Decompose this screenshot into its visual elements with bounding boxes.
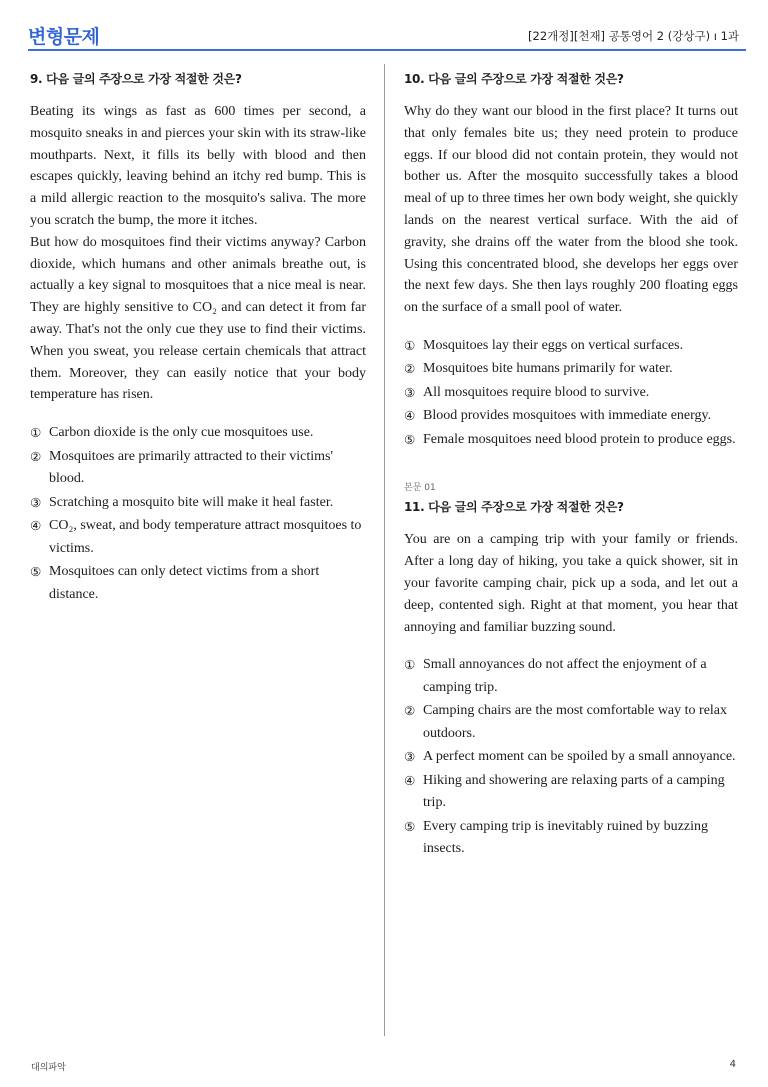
answer-option[interactable]	[404, 335, 738, 358]
answer-option[interactable]	[30, 492, 366, 515]
option-text: All mosquitoes require blood to survive.	[423, 384, 650, 400]
answer-option[interactable]	[404, 429, 738, 452]
option-text: Blood provides mosquitoes with immediate energy.	[423, 408, 712, 424]
answer-option[interactable]	[30, 422, 366, 445]
question-10-title: 10. 다음 글의 주장으로 가장 적절한 것은?	[404, 72, 624, 86]
answer-option[interactable]	[404, 816, 738, 861]
option-number: ⑤	[30, 564, 42, 580]
option-number: ①	[30, 425, 42, 441]
option-number: ④	[404, 772, 416, 788]
answer-option[interactable]	[404, 654, 738, 699]
passage-paragraph: But how do mosquitoes find their victims anyway? Carbon dioxide, which humans and other animals breathe out, is actually a key signal to mosquitoes that a nice meal is near. They are highly sensitive to CO₂ and can detect it from far away. That's not the only cue they use to find their victims. When you sweat, you release certain chemicals that attract them. Moreover, they can easily notice that your body temperature has risen.	[30, 234, 366, 403]
course-label: [22개정][천재] 공통영어 2 (강상구) ı 1과	[528, 29, 739, 43]
option-number: ③	[404, 384, 416, 400]
option-text: Mosquitoes can only detect victims from a short distance.	[49, 564, 320, 602]
left-column	[30, 70, 366, 607]
option-text: Mosquitoes bite humans primarily for water.	[423, 361, 673, 377]
option-text: Scratching a mosquito bite will make it heal faster.	[49, 494, 334, 510]
option-number: ③	[30, 494, 42, 510]
question-9-options	[30, 422, 366, 606]
option-text: Every camping trip is inevitably ruined by buzzing insects.	[423, 818, 708, 857]
option-text: Carbon dioxide is the only cue mosquitoes use.	[49, 425, 314, 441]
section-label: 본문 01	[404, 483, 436, 494]
option-text: A perfect moment can be spoiled by a small annoyance.	[423, 749, 736, 765]
option-text: Mosquitoes are primarily attracted to their victims' blood.	[49, 448, 333, 487]
question-10-passage	[404, 101, 738, 319]
answer-option[interactable]	[404, 405, 738, 428]
answer-option[interactable]	[30, 446, 366, 491]
option-number: ④	[30, 518, 42, 534]
right-column	[404, 70, 738, 862]
passage-paragraph: You are on a camping trip with your family or friends. After a long day of hiking, you take a quick shower, sit in your favorite camping chair, pick up a soda, and let out a deep, contented sigh. Right at that moment, you hear that annoying and familiar buzzing sound.	[404, 532, 738, 635]
option-number: ②	[30, 448, 42, 464]
option-number: ②	[404, 703, 416, 719]
option-text: Hiking and showering are relaxing parts of a camping trip.	[423, 772, 725, 811]
option-text: Female mosquitoes need blood protein to produce eggs.	[423, 431, 736, 447]
passage-paragraph: Why do they want our blood in the first place? It turns out that only females bite us; they need protein to produce eggs. If our blood did not contain protein, they would not bother us. After the mosquito successfully takes a blood meal of up to three times her own body weight, she quickly lands on the nearest vertical surface. With the aid of gravity, she drains off the water from the blood she took. Using this concentrated blood, she develops her eggs over the next few days. She then lays roughly 200 floating eggs on the surface of a small pool of water.	[404, 104, 738, 316]
option-text: Camping chairs are the most comfortable way to relax outdoors.	[423, 703, 728, 741]
answer-option[interactable]	[404, 700, 738, 745]
option-number: ⑤	[404, 818, 416, 834]
answer-option[interactable]	[404, 358, 738, 381]
option-text: Mosquitoes lay their eggs on vertical surfaces.	[423, 337, 684, 353]
question-9-title: 9. 다음 글의 주장으로 가장 적절한 것은?	[30, 72, 242, 86]
answer-option[interactable]	[30, 561, 366, 606]
page-brand-title: 변형문제	[28, 26, 100, 48]
answer-option[interactable]	[404, 770, 738, 815]
option-number: ③	[404, 749, 416, 765]
question-11-passage	[404, 529, 738, 638]
option-text: Small annoyances do not affect the enjoyment of a camping trip.	[423, 657, 707, 695]
question-10-options	[404, 335, 738, 452]
question-9-passage	[30, 101, 366, 406]
question-9	[30, 70, 366, 606]
spacer	[404, 452, 738, 480]
option-number: ④	[404, 408, 416, 424]
question-11-title: 11. 다음 글의 주장으로 가장 적절한 것은?	[404, 500, 624, 515]
question-11-options	[404, 654, 738, 861]
option-number: ⑤	[404, 431, 416, 447]
option-text: CO₂, sweat, and body temperature attract mosquitoes to victims.	[49, 518, 362, 556]
page-header	[0, 0, 768, 52]
answer-option[interactable]	[404, 746, 738, 769]
footer-publisher: 대의파악	[31, 1063, 66, 1073]
header-rule	[28, 49, 746, 51]
question-11	[404, 480, 738, 860]
page-number: 4	[729, 1059, 736, 1070]
option-number: ②	[404, 361, 416, 377]
option-number: ①	[404, 657, 416, 673]
answer-option[interactable]	[30, 515, 366, 560]
question-10	[404, 70, 738, 451]
passage-paragraph: Beating its wings as fast as 600 times per second, a mosquito sneaks in and pierces your skin with its straw-like mouthparts. Next, it fills its belly with blood and then escapes quickly, leaving behind an itchy red bump. This is a mild allergic reaction to the mosquito's saliva. The more you scratch the bump, the more it itches.	[30, 104, 366, 228]
option-number: ①	[404, 337, 416, 353]
column-divider	[384, 64, 385, 1036]
answer-option[interactable]	[404, 382, 738, 405]
